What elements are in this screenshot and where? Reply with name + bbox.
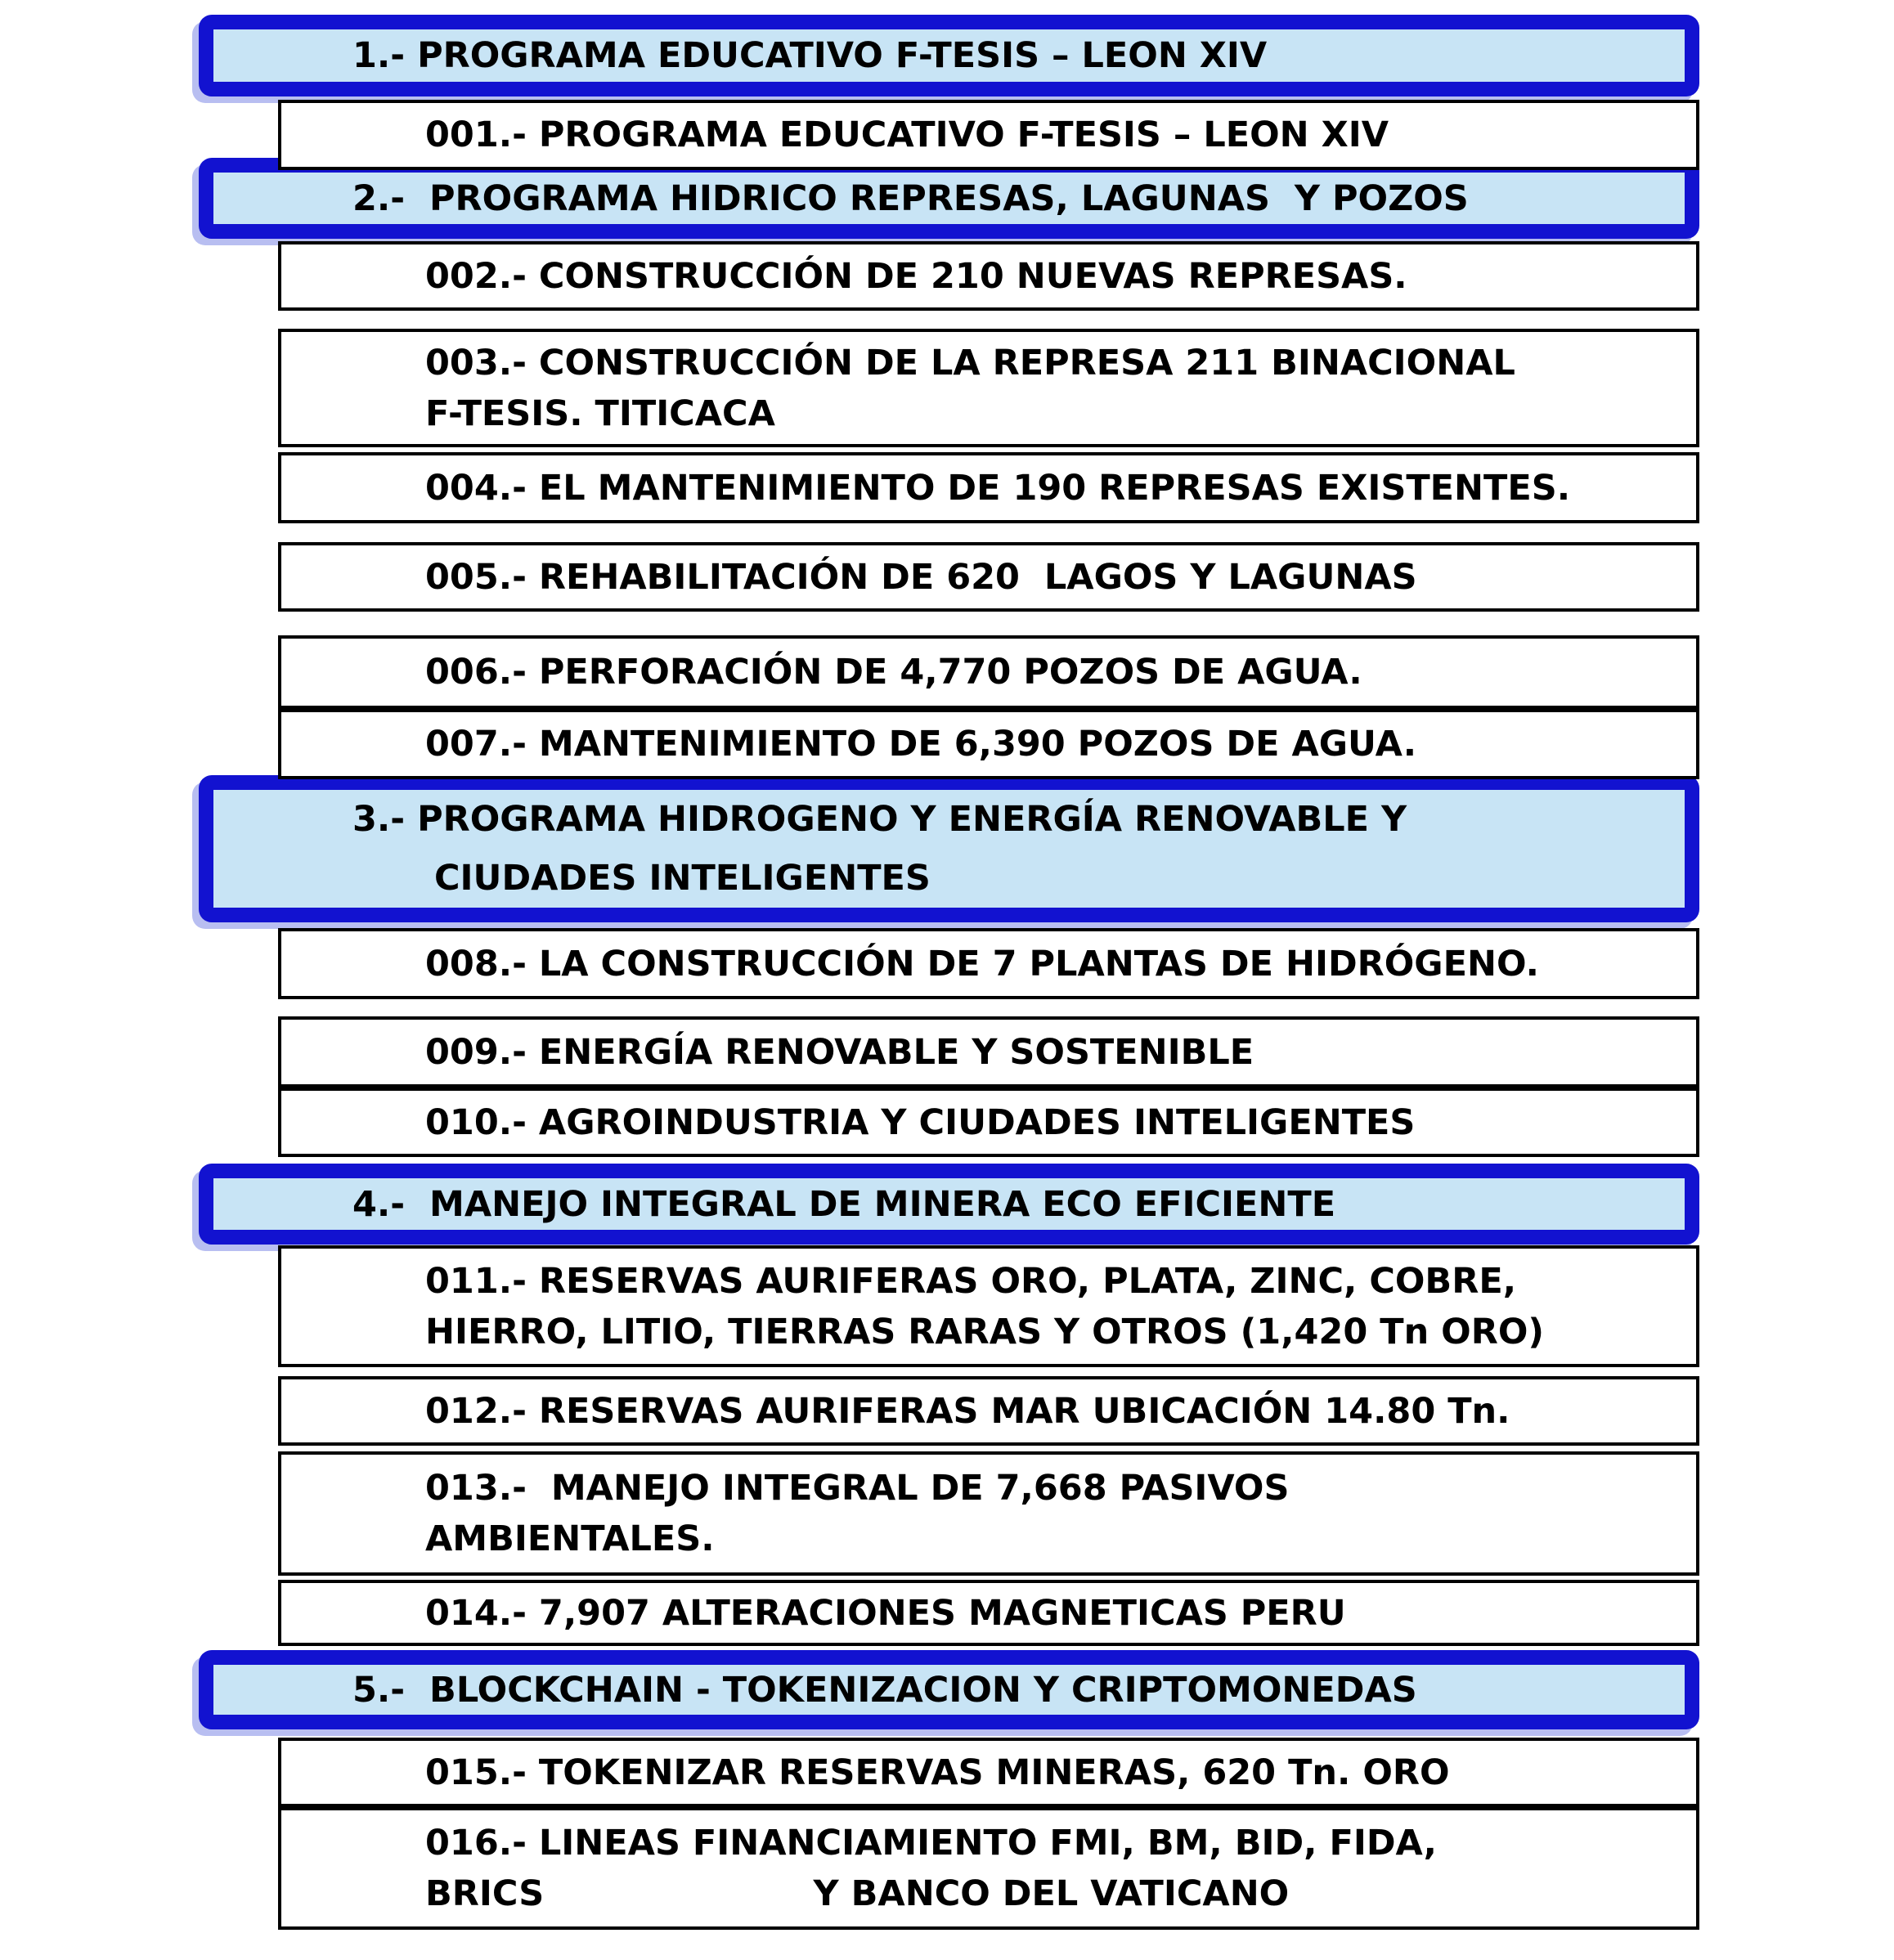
program-item-015 <box>278 1738 1699 1807</box>
program-header-3-line1: 3.- PROGRAMA HIDROGENO Y ENERGÍA RENOVABLE Y <box>352 799 1407 840</box>
program-item-016-line2: BRICS Y BANCO DEL VATICANO <box>425 1873 1290 1914</box>
program-item-004-text: 004.- EL MANTENIMIENTO DE 190 REPRESAS EXISTENTES. <box>425 467 1571 509</box>
program-item-014 <box>278 1580 1699 1646</box>
program-header-2-text: 2.- PROGRAMA HIDRICO REPRESAS, LAGUNAS Y POZOS <box>352 177 1469 219</box>
program-item-001-text: 001.- PROGRAMA EDUCATIVO F-TESIS – LEON XIV <box>425 114 1389 155</box>
program-item-010-text: 010.- AGROINDUSTRIA Y CIUDADES INTELIGENTES <box>425 1101 1416 1143</box>
program-item-003-line2: F-TESIS. TITICACA <box>425 392 775 434</box>
program-item-003-line1: 003.- CONSTRUCCIÓN DE LA REPRESA 211 BINACIONAL <box>425 342 1515 383</box>
program-item-016 <box>278 1807 1699 1930</box>
program-header-3-line2: CIUDADES INTELIGENTES <box>434 858 931 899</box>
program-item-010 <box>278 1088 1699 1157</box>
program-item-006-text: 006.- PERFORACIÓN DE 4,770 POZOS DE AGUA. <box>425 652 1362 693</box>
program-item-009 <box>278 1016 1699 1088</box>
program-item-012-text: 012.- RESERVAS AURIFERAS MAR UBICACIÓN 14.80 Tn. <box>425 1390 1510 1432</box>
program-item-013-line1: 013.- MANEJO INTEGRAL DE 7,668 PASIVOS <box>425 1468 1290 1509</box>
program-item-004 <box>278 452 1699 523</box>
program-item-013 <box>278 1451 1699 1576</box>
program-item-008-text: 008.- LA CONSTRUCCIÓN DE 7 PLANTAS DE HIDRÓGENO. <box>425 943 1539 984</box>
program-item-007 <box>278 709 1699 779</box>
program-header-1 <box>199 15 1699 96</box>
program-item-005-text: 005.- REHABILITACIÓN DE 620 LAGOS Y LAGUNAS <box>425 556 1417 598</box>
program-header-4 <box>199 1164 1699 1245</box>
program-item-013-line2: AMBIENTALES. <box>425 1518 715 1559</box>
program-item-002 <box>278 241 1699 311</box>
program-header-4-text: 4.- MANEJO INTEGRAL DE MINERA ECO EFICIENTE <box>352 1183 1336 1225</box>
program-header-1-text: 1.- PROGRAMA EDUCATIVO F-TESIS – LEON XIV <box>352 35 1268 76</box>
program-item-003 <box>278 329 1699 447</box>
program-item-008 <box>278 928 1699 999</box>
program-header-5-text: 5.- BLOCKCHAIN - TOKENIZACION Y CRIPTOMONEDAS <box>352 1669 1417 1711</box>
program-item-014-text: 014.- 7,907 ALTERACIONES MAGNETICAS PERU <box>425 1592 1346 1634</box>
program-item-001 <box>278 100 1699 170</box>
program-item-011-line1: 011.- RESERVAS AURIFERAS ORO, PLATA, ZINC, COBRE, <box>425 1260 1517 1302</box>
program-item-016-line1: 016.- LINEAS FINANCIAMIENTO FMI, BM, BID, FIDA, <box>425 1823 1437 1864</box>
program-item-011-line2: HIERRO, LITIO, TIERRAS RARAS Y OTROS (1,420 Tn ORO) <box>425 1311 1545 1352</box>
program-item-006 <box>278 635 1699 709</box>
program-item-011 <box>278 1245 1699 1367</box>
program-header-3 <box>199 775 1699 922</box>
program-item-007-text: 007.- MANTENIMIENTO DE 6,390 POZOS DE AGUA. <box>425 724 1417 765</box>
program-item-012 <box>278 1376 1699 1446</box>
program-header-5 <box>199 1650 1699 1729</box>
program-item-015-text: 015.- TOKENIZAR RESERVAS MINERAS, 620 Tn. ORO <box>425 1751 1450 1793</box>
program-item-002-text: 002.- CONSTRUCCIÓN DE 210 NUEVAS REPRESAS. <box>425 255 1407 297</box>
program-item-005 <box>278 542 1699 612</box>
program-item-009-text: 009.- ENERGÍA RENOVABLE Y SOSTENIBLE <box>425 1031 1254 1073</box>
